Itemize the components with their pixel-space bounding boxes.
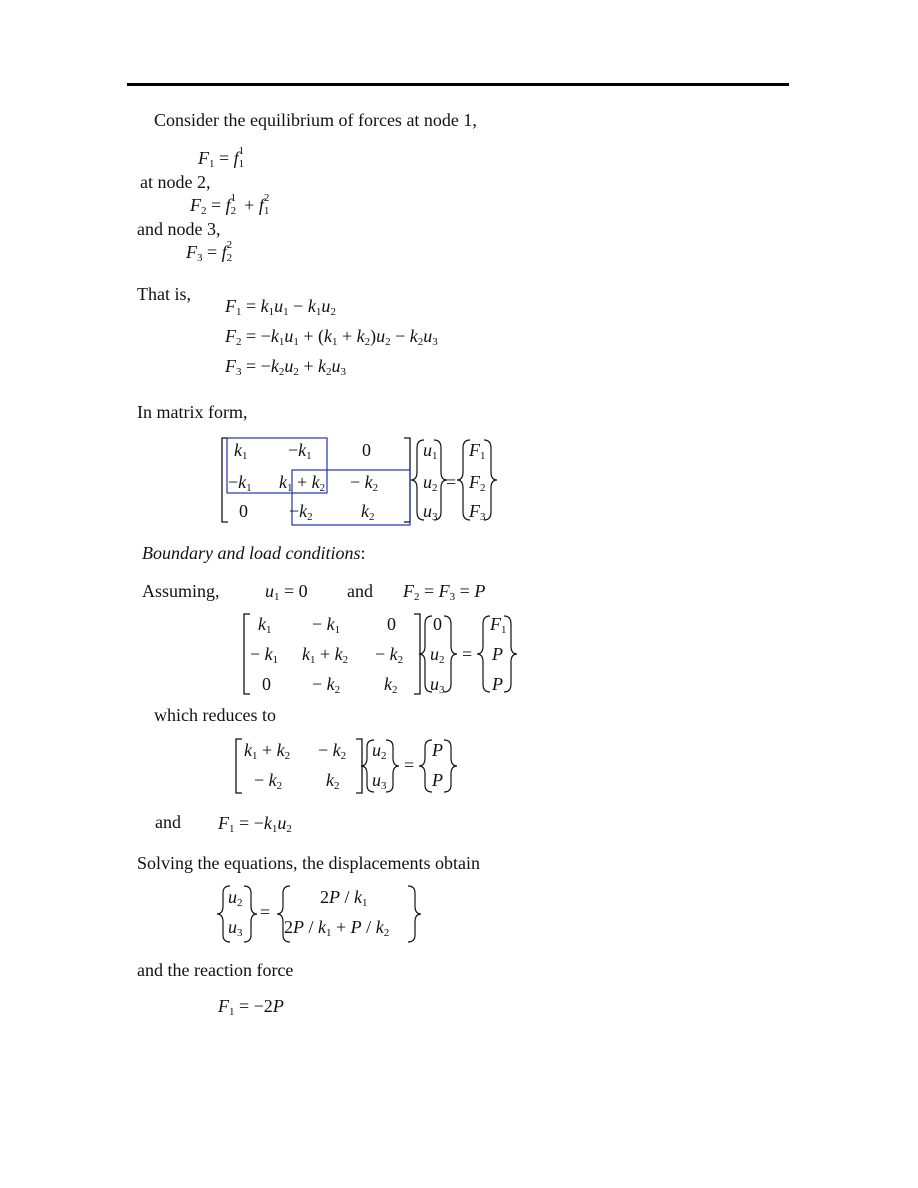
reaction-result: $F_1 = -2P$ xyxy=(218,996,284,1018)
assume-F: $F_2 = F_3 = P$ xyxy=(403,581,486,603)
eq-F2: $F_2 = -k_1u_1 + (k_1 + k_2)u_2 - k_2u_3$ xyxy=(225,326,438,348)
and-text: and xyxy=(155,812,181,832)
boundary-heading: Boundary and load conditions: xyxy=(142,543,366,563)
and-node3-text: and node 3, xyxy=(137,219,221,239)
global-stiffness-equation: $k_1$ $-k_1$ 0 $-k_1$ $k_1 + k_2$ − $k_2$ 0 $-k_2$ $k_2$ $u_1$ $u_2$ $u_3$ = $F_1$ $F_2$ $F_3$ xyxy=(220,434,510,526)
assume-u1: $u_1 = 0$ xyxy=(265,581,308,603)
at-node2-text: at node 2, xyxy=(140,172,211,192)
node3-equation: $F_3 = f$ 2 2 xyxy=(186,239,233,264)
eq-F3: $F_3 = -k_2u_2 + k_2u_3$ xyxy=(225,356,346,378)
intro-text: Consider the equilibrium of forces at node 1, xyxy=(154,110,477,130)
bc-applied-equation: $k_1$ − $k_1$ 0 − $k_1$ $k_1 + k_2$ − $k_2$ 0 − $k_2$ $k_2$ 0 $u_2$ $u_3$ = $F_1$ P P xyxy=(242,610,532,698)
header-rule xyxy=(127,83,789,86)
node2-equation: $F_2 = f$ 1 2 + f 2 1 xyxy=(190,192,270,217)
node1-equation: $F_1 = f$ 1 1 xyxy=(198,145,245,170)
reduced-equation: $k_1 + k_2$ − $k_2$ − $k_2$ $k_2$ $u_2$ $u_3$ = P P xyxy=(234,736,474,796)
eq-reaction-form: $F_1 = -k_1u_2$ xyxy=(218,813,292,835)
displacement-solution: $u_2$ $u_3$ = $2P / k_1$ $2P / k_1 + P / k_2$ xyxy=(220,883,430,945)
solving-text: Solving the equations, the displacements obtain xyxy=(137,853,480,873)
reduces-text: which reduces to xyxy=(154,705,276,725)
assuming-text: Assuming, xyxy=(142,581,220,601)
that-is-text: That is, xyxy=(137,284,191,304)
matrix-form-text: In matrix form, xyxy=(137,402,248,422)
assume-and-text: and xyxy=(347,581,373,601)
eq-F1: $F_1 = k_1u_1 - k_1u_2$ xyxy=(225,296,336,318)
reaction-text: and the reaction force xyxy=(137,960,294,980)
